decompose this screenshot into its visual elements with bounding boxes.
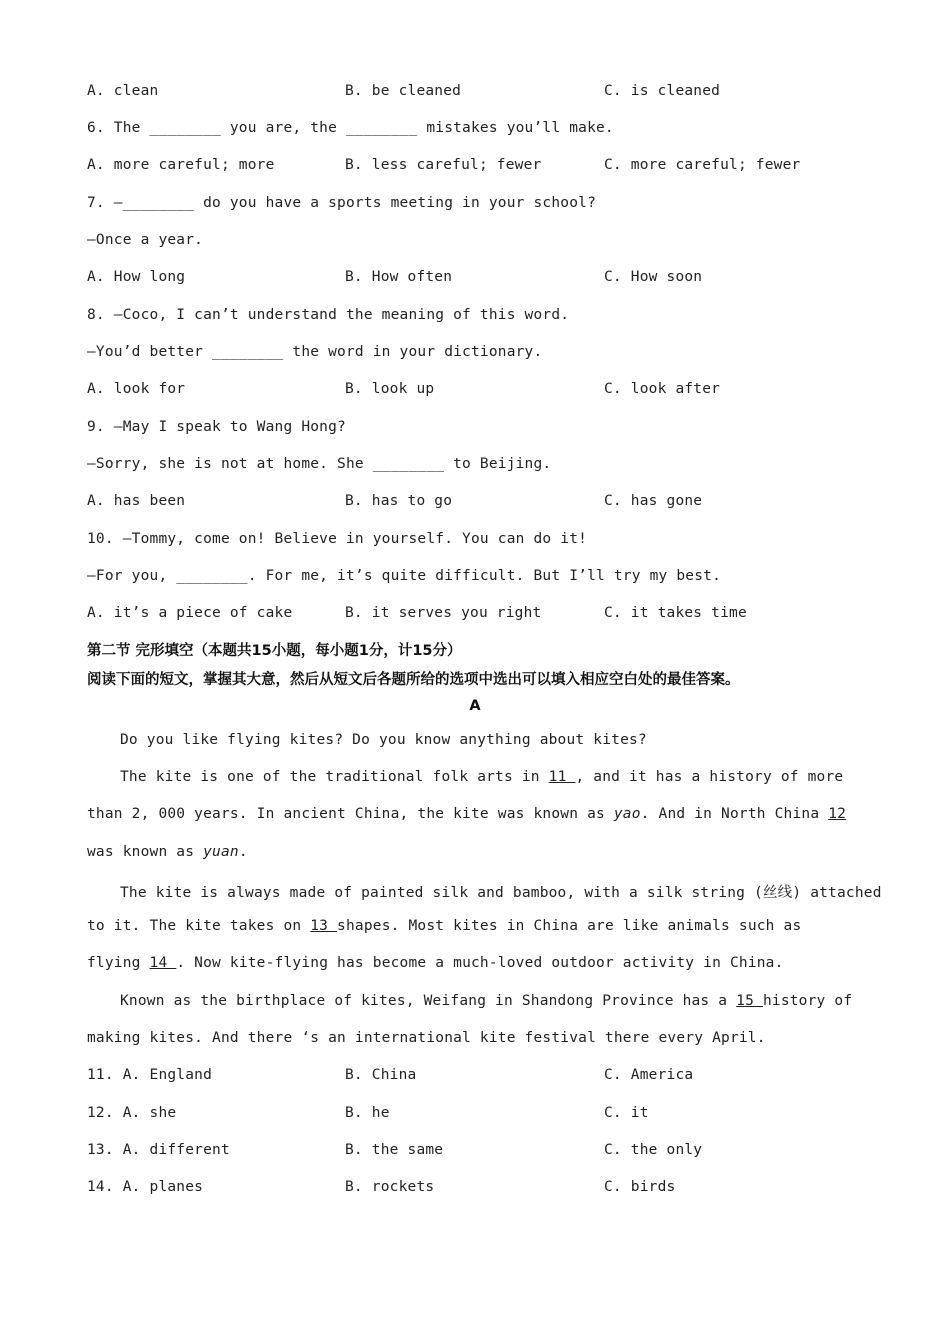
q8-reply: —You’d better ________ the word in your dictionary.	[87, 344, 543, 360]
text: , and it has a history of more	[575, 769, 844, 785]
q9-stem: 9. —May I speak to Wang Hong?	[87, 419, 346, 435]
option-c: C. more careful; fewer	[604, 157, 801, 173]
option-c: C. America	[604, 1067, 694, 1083]
text: . And in North China	[640, 806, 829, 822]
blank-11: 11	[548, 769, 576, 785]
option-c: C. look after	[604, 381, 721, 397]
q9-options	[87, 493, 867, 513]
q8-options	[87, 381, 867, 401]
text: than 2, 000 years. In ancient China, the kite was known as	[87, 806, 614, 822]
option-b: B. China	[345, 1067, 417, 1083]
text: shapes. Most kites in China are like animals such as	[337, 918, 802, 934]
passage-line	[87, 806, 846, 822]
passage-line	[120, 993, 852, 1009]
term-yuan: yuan	[203, 844, 239, 860]
text: was known as	[87, 844, 204, 860]
q11-options	[87, 1067, 867, 1087]
option-c: C. it	[604, 1105, 649, 1121]
option-c: C. the only	[604, 1142, 703, 1158]
q7-stem: 7. —________ do you have a sports meeting in your school?	[87, 195, 596, 211]
passage-line	[87, 955, 784, 971]
q10-stem: 10. —Tommy, come on! Believe in yourself. You can do it!	[87, 531, 588, 547]
text: to it. The kite takes on	[87, 918, 311, 934]
q9-reply: —Sorry, she is not at home. She ________ to Beijing.	[87, 456, 552, 472]
term-yao: yao	[613, 806, 641, 822]
option-a: 12. A. she	[87, 1105, 177, 1121]
option-b: B. the same	[345, 1142, 444, 1158]
passage-label: A	[469, 698, 481, 714]
option-a: A. has been	[87, 493, 186, 509]
q14-options	[87, 1179, 867, 1199]
option-a: A. look for	[87, 381, 186, 397]
blank-14: 14	[149, 955, 177, 971]
passage-line: making kites. And there ‘s an international kite festival there every April.	[87, 1030, 766, 1046]
text: . Now kite-flying has become a much-loved outdoor activity in China.	[176, 955, 784, 971]
text: .	[238, 844, 248, 860]
q6-options	[87, 157, 867, 177]
passage-line	[87, 844, 248, 860]
q6-stem: 6. The ________ you are, the ________ mistakes you’ll make.	[87, 120, 614, 136]
option-c: C. has gone	[604, 493, 703, 509]
q13-options	[87, 1142, 867, 1162]
q7-reply: —Once a year.	[87, 232, 204, 248]
q12-options	[87, 1105, 867, 1125]
option-b: B. has to go	[345, 493, 453, 509]
blank-13: 13	[310, 918, 338, 934]
section-instruction: 阅读下面的短文，掌握其大意，然后从短文后各题所给的选项中选出可以填入相应空白处的最佳答案。	[87, 672, 740, 688]
passage-line	[120, 769, 843, 785]
option-c: C. it takes time	[604, 605, 747, 621]
passage-paragraph: Do you like flying kites? Do you know anything about kites?	[120, 732, 647, 748]
option-a: A. clean	[87, 83, 159, 99]
blank-12: 12	[828, 806, 847, 822]
option-c: C. How soon	[604, 269, 703, 285]
option-b: B. rockets	[345, 1179, 435, 1195]
q8-stem: 8. —Coco, I can’t understand the meaning of this word.	[87, 307, 570, 323]
passage-line: The kite is always made of painted silk and bamboo, with a silk string (丝线) attached	[120, 885, 882, 901]
option-b: B. it serves you right	[345, 605, 542, 621]
q7-options	[87, 269, 867, 289]
option-a: A. How long	[87, 269, 186, 285]
section-title: 第二节 完形填空（本题共15小题，每小题1分，计15分）	[87, 643, 462, 659]
option-a: 13. A. different	[87, 1142, 230, 1158]
blank-15: 15	[736, 993, 763, 1009]
option-b: B. he	[345, 1105, 390, 1121]
option-b: B. less careful; fewer	[345, 157, 542, 173]
text: flying	[87, 955, 150, 971]
option-b: B. be cleaned	[345, 83, 462, 99]
option-b: B. look up	[345, 381, 435, 397]
option-a: A. more careful; more	[87, 157, 275, 173]
option-c: C. birds	[604, 1179, 676, 1195]
text: history of	[762, 993, 853, 1009]
passage-line	[87, 918, 801, 934]
option-c: C. is cleaned	[604, 83, 721, 99]
q5-options	[87, 83, 867, 103]
text: Known as the birthplace of kites, Weifang in Shandong Province has a	[120, 993, 737, 1009]
q10-options	[87, 605, 867, 625]
q10-reply: —For you, ________. For me, it’s quite difficult. But I’ll try my best.	[87, 568, 722, 584]
option-b: B. How often	[345, 269, 453, 285]
text: The kite is one of the traditional folk arts in	[120, 769, 549, 785]
option-a: 11. A. England	[87, 1067, 213, 1083]
option-a: A. it’s a piece of cake	[87, 605, 293, 621]
option-a: 14. A. planes	[87, 1179, 204, 1195]
